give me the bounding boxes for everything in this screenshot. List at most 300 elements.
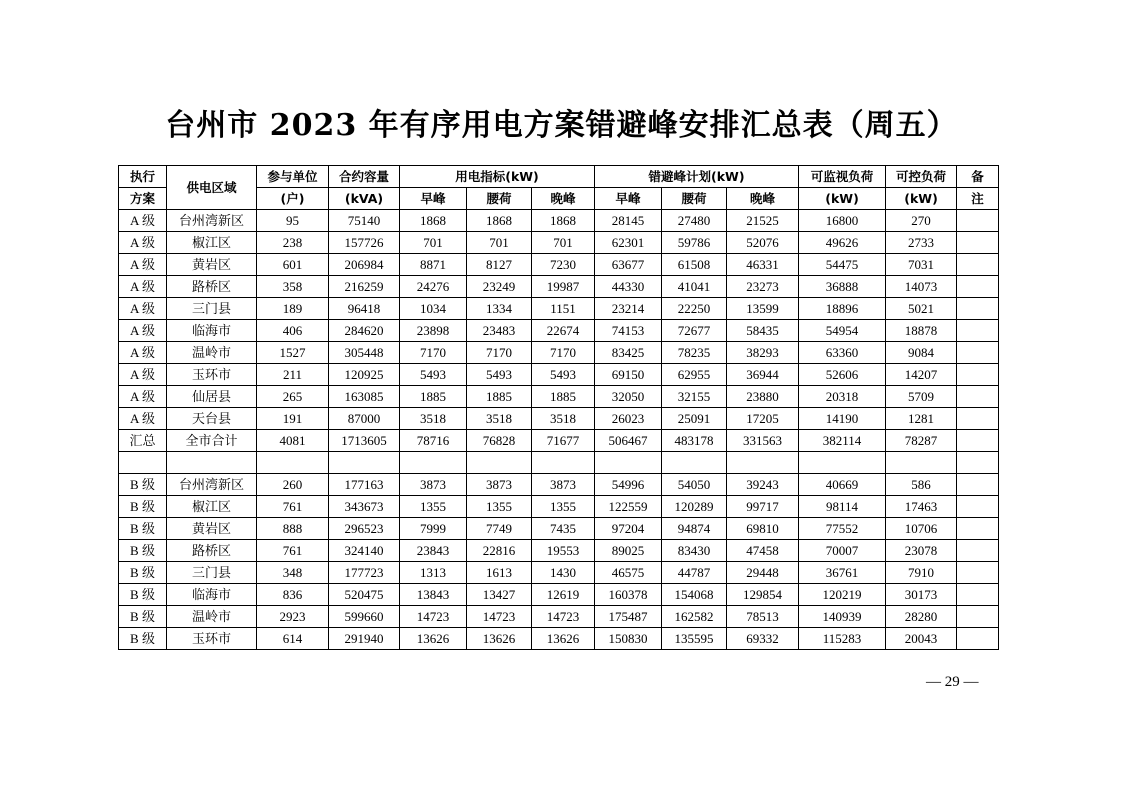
cell-shift-evening — [727, 452, 799, 474]
cell-usage-morning: 78716 — [400, 430, 467, 452]
cell-usage-waist: 22816 — [467, 540, 532, 562]
cell-capacity: 284620 — [329, 320, 400, 342]
cell-units: 406 — [257, 320, 329, 342]
cell-shift-evening: 58435 — [727, 320, 799, 342]
cell-usage-evening — [532, 452, 595, 474]
cell-note — [957, 298, 999, 320]
cell-monitor: 14190 — [799, 408, 886, 430]
cell-note — [957, 628, 999, 650]
cell-units — [257, 452, 329, 474]
cell-level: A 级 — [119, 320, 167, 342]
cell-monitor: 70007 — [799, 540, 886, 562]
cell-units: 265 — [257, 386, 329, 408]
table-row — [119, 320, 999, 342]
cell-usage-waist: 7170 — [467, 342, 532, 364]
cell-usage-waist: 14723 — [467, 606, 532, 628]
cell-usage-morning: 1355 — [400, 496, 467, 518]
cell-region: 全市合计 — [167, 430, 257, 452]
cell-usage-waist: 1613 — [467, 562, 532, 584]
cell-usage-waist — [467, 452, 532, 474]
cell-level: A 级 — [119, 342, 167, 364]
cell-note — [957, 276, 999, 298]
cell-control: 7031 — [886, 254, 957, 276]
cell-monitor: 77552 — [799, 518, 886, 540]
cell-region: 黄岩区 — [167, 518, 257, 540]
cell-level: B 级 — [119, 562, 167, 584]
cell-units: 191 — [257, 408, 329, 430]
cell-capacity: 291940 — [329, 628, 400, 650]
cell-level: B 级 — [119, 474, 167, 496]
cell-units: 260 — [257, 474, 329, 496]
cell-shift-waist — [662, 452, 727, 474]
cell-region: 临海市 — [167, 320, 257, 342]
cell-usage-evening: 1355 — [532, 496, 595, 518]
cell-control: 586 — [886, 474, 957, 496]
header-region: 供电区域 — [167, 166, 257, 210]
cell-usage-waist: 8127 — [467, 254, 532, 276]
cell-usage-evening: 3873 — [532, 474, 595, 496]
header-units-b: (户) — [257, 188, 329, 210]
cell-shift-morning: 175487 — [595, 606, 662, 628]
cell-usage-morning: 1034 — [400, 298, 467, 320]
header-capacity-b: (kVA) — [329, 188, 400, 210]
cell-level: B 级 — [119, 540, 167, 562]
cell-capacity: 343673 — [329, 496, 400, 518]
cell-monitor: 54475 — [799, 254, 886, 276]
header-control-b: (kW) — [886, 188, 957, 210]
cell-shift-morning: 160378 — [595, 584, 662, 606]
cell-usage-morning: 23898 — [400, 320, 467, 342]
cell-shift-waist: 32155 — [662, 386, 727, 408]
cell-shift-waist: 162582 — [662, 606, 727, 628]
cell-note — [957, 232, 999, 254]
cell-note — [957, 606, 999, 628]
cell-shift-morning: 89025 — [595, 540, 662, 562]
cell-usage-evening: 7435 — [532, 518, 595, 540]
cell-monitor: 49626 — [799, 232, 886, 254]
cell-shift-waist: 44787 — [662, 562, 727, 584]
header-exec-a: 执行 — [119, 166, 167, 188]
cell-level: A 级 — [119, 232, 167, 254]
table-row — [119, 584, 999, 606]
header-note-a: 备 — [957, 166, 999, 188]
cell-region: 温岭市 — [167, 342, 257, 364]
cell-units: 211 — [257, 364, 329, 386]
cell-monitor: 382114 — [799, 430, 886, 452]
cell-shift-morning: 62301 — [595, 232, 662, 254]
cell-shift-evening: 69810 — [727, 518, 799, 540]
table-header — [119, 166, 999, 210]
page-number: — 29 — — [926, 674, 979, 690]
cell-control: 270 — [886, 210, 957, 232]
table-row — [119, 496, 999, 518]
table-row — [119, 452, 999, 474]
cell-note — [957, 540, 999, 562]
table-row — [119, 210, 999, 232]
cell-units: 95 — [257, 210, 329, 232]
cell-usage-evening: 1151 — [532, 298, 595, 320]
cell-usage-evening: 1885 — [532, 386, 595, 408]
cell-usage-morning: 24276 — [400, 276, 467, 298]
cell-note — [957, 584, 999, 606]
cell-level: A 级 — [119, 254, 167, 276]
cell-level: A 级 — [119, 210, 167, 232]
cell-shift-morning — [595, 452, 662, 474]
cell-usage-waist: 1868 — [467, 210, 532, 232]
header-units-a: 参与单位 — [257, 166, 329, 188]
header-shift-evening: 晚峰 — [727, 188, 799, 210]
cell-capacity: 177163 — [329, 474, 400, 496]
cell-shift-waist: 72677 — [662, 320, 727, 342]
cell-usage-evening: 3518 — [532, 408, 595, 430]
cell-monitor: 40669 — [799, 474, 886, 496]
cell-note — [957, 386, 999, 408]
cell-region: 三门县 — [167, 562, 257, 584]
cell-usage-morning: 3873 — [400, 474, 467, 496]
cell-note — [957, 518, 999, 540]
cell-region: 台州湾新区 — [167, 474, 257, 496]
cell-shift-morning: 26023 — [595, 408, 662, 430]
cell-usage-evening: 1868 — [532, 210, 595, 232]
cell-usage-morning: 13843 — [400, 584, 467, 606]
cell-control: 7910 — [886, 562, 957, 584]
header-shift-morning: 早峰 — [595, 188, 662, 210]
cell-note — [957, 320, 999, 342]
cell-shift-evening: 69332 — [727, 628, 799, 650]
cell-note — [957, 474, 999, 496]
cell-capacity: 96418 — [329, 298, 400, 320]
cell-usage-waist: 13427 — [467, 584, 532, 606]
cell-shift-morning: 63677 — [595, 254, 662, 276]
cell-level: B 级 — [119, 584, 167, 606]
cell-shift-evening: 78513 — [727, 606, 799, 628]
cell-shift-evening: 21525 — [727, 210, 799, 232]
cell-region: 仙居县 — [167, 386, 257, 408]
cell-usage-morning: 23843 — [400, 540, 467, 562]
cell-level: B 级 — [119, 628, 167, 650]
cell-usage-evening: 22674 — [532, 320, 595, 342]
cell-capacity: 206984 — [329, 254, 400, 276]
cell-shift-evening: 47458 — [727, 540, 799, 562]
cell-control: 23078 — [886, 540, 957, 562]
cell-monitor: 115283 — [799, 628, 886, 650]
cell-monitor: 63360 — [799, 342, 886, 364]
header-exec-b: 方案 — [119, 188, 167, 210]
cell-usage-evening: 19987 — [532, 276, 595, 298]
cell-control: 14207 — [886, 364, 957, 386]
cell-shift-waist: 25091 — [662, 408, 727, 430]
table-body — [119, 210, 999, 650]
cell-control: 5709 — [886, 386, 957, 408]
cell-units: 836 — [257, 584, 329, 606]
cell-capacity: 216259 — [329, 276, 400, 298]
cell-shift-evening: 99717 — [727, 496, 799, 518]
header-usage-group: 用电指标(kW) — [400, 166, 595, 188]
table-row — [119, 628, 999, 650]
cell-control: 9084 — [886, 342, 957, 364]
cell-shift-waist: 83430 — [662, 540, 727, 562]
cell-shift-waist: 94874 — [662, 518, 727, 540]
cell-level: A 级 — [119, 408, 167, 430]
cell-shift-evening: 46331 — [727, 254, 799, 276]
cell-shift-evening: 23273 — [727, 276, 799, 298]
cell-note — [957, 210, 999, 232]
cell-region: 椒江区 — [167, 496, 257, 518]
cell-level: A 级 — [119, 364, 167, 386]
cell-usage-evening: 12619 — [532, 584, 595, 606]
table-row — [119, 232, 999, 254]
cell-monitor: 140939 — [799, 606, 886, 628]
table-row — [119, 408, 999, 430]
cell-shift-waist: 59786 — [662, 232, 727, 254]
cell-usage-evening: 5493 — [532, 364, 595, 386]
table-row — [119, 518, 999, 540]
cell-capacity: 163085 — [329, 386, 400, 408]
cell-units: 189 — [257, 298, 329, 320]
cell-usage-waist: 23249 — [467, 276, 532, 298]
cell-usage-morning: 8871 — [400, 254, 467, 276]
cell-usage-morning: 1885 — [400, 386, 467, 408]
cell-shift-morning: 97204 — [595, 518, 662, 540]
cell-region — [167, 452, 257, 474]
cell-usage-morning: 7170 — [400, 342, 467, 364]
cell-shift-morning: 122559 — [595, 496, 662, 518]
cell-control: 28280 — [886, 606, 957, 628]
cell-usage-morning: 13626 — [400, 628, 467, 650]
cell-monitor — [799, 452, 886, 474]
cell-usage-evening: 701 — [532, 232, 595, 254]
cell-capacity: 75140 — [329, 210, 400, 232]
cell-region: 三门县 — [167, 298, 257, 320]
cell-region: 黄岩区 — [167, 254, 257, 276]
header-monitor-a: 可监视负荷 — [799, 166, 886, 188]
cell-capacity: 120925 — [329, 364, 400, 386]
cell-shift-waist: 120289 — [662, 496, 727, 518]
cell-capacity: 1713605 — [329, 430, 400, 452]
cell-control: 30173 — [886, 584, 957, 606]
cell-shift-evening: 38293 — [727, 342, 799, 364]
cell-units: 601 — [257, 254, 329, 276]
cell-monitor: 98114 — [799, 496, 886, 518]
table-row — [119, 606, 999, 628]
cell-monitor: 54954 — [799, 320, 886, 342]
cell-usage-morning: 5493 — [400, 364, 467, 386]
cell-shift-evening: 13599 — [727, 298, 799, 320]
cell-usage-evening: 7230 — [532, 254, 595, 276]
cell-usage-waist: 3518 — [467, 408, 532, 430]
cell-shift-morning: 46575 — [595, 562, 662, 584]
cell-shift-waist: 41041 — [662, 276, 727, 298]
cell-shift-evening: 39243 — [727, 474, 799, 496]
cell-monitor: 16800 — [799, 210, 886, 232]
cell-monitor: 36761 — [799, 562, 886, 584]
cell-shift-morning: 32050 — [595, 386, 662, 408]
cell-usage-waist: 701 — [467, 232, 532, 254]
table-row — [119, 540, 999, 562]
cell-shift-morning: 506467 — [595, 430, 662, 452]
cell-note — [957, 430, 999, 452]
cell-usage-morning: 1313 — [400, 562, 467, 584]
header-control-a: 可控负荷 — [886, 166, 957, 188]
cell-monitor: 36888 — [799, 276, 886, 298]
cell-control: 18878 — [886, 320, 957, 342]
cell-shift-evening: 23880 — [727, 386, 799, 408]
cell-usage-morning: 701 — [400, 232, 467, 254]
cell-shift-waist: 61508 — [662, 254, 727, 276]
cell-usage-waist: 1334 — [467, 298, 532, 320]
table-row — [119, 474, 999, 496]
cell-usage-morning: 14723 — [400, 606, 467, 628]
cell-control: 2733 — [886, 232, 957, 254]
cell-capacity: 177723 — [329, 562, 400, 584]
cell-control: 10706 — [886, 518, 957, 540]
cell-shift-evening: 29448 — [727, 562, 799, 584]
cell-control: 17463 — [886, 496, 957, 518]
cell-capacity: 599660 — [329, 606, 400, 628]
cell-usage-waist: 1885 — [467, 386, 532, 408]
cell-shift-waist: 27480 — [662, 210, 727, 232]
cell-capacity: 324140 — [329, 540, 400, 562]
cell-control: 78287 — [886, 430, 957, 452]
cell-shift-morning: 23214 — [595, 298, 662, 320]
cell-units: 348 — [257, 562, 329, 584]
schedule-table — [118, 165, 999, 650]
cell-region: 临海市 — [167, 584, 257, 606]
cell-capacity: 157726 — [329, 232, 400, 254]
cell-monitor: 52606 — [799, 364, 886, 386]
header-usage-evening: 晚峰 — [532, 188, 595, 210]
cell-shift-waist: 135595 — [662, 628, 727, 650]
cell-note — [957, 364, 999, 386]
table-row — [119, 342, 999, 364]
cell-control: 1281 — [886, 408, 957, 430]
cell-shift-waist: 62955 — [662, 364, 727, 386]
cell-shift-evening: 331563 — [727, 430, 799, 452]
cell-level: B 级 — [119, 496, 167, 518]
cell-note — [957, 342, 999, 364]
cell-shift-waist: 22250 — [662, 298, 727, 320]
cell-region: 玉环市 — [167, 364, 257, 386]
cell-level: A 级 — [119, 298, 167, 320]
cell-capacity: 296523 — [329, 518, 400, 540]
cell-level: A 级 — [119, 386, 167, 408]
cell-usage-waist: 5493 — [467, 364, 532, 386]
cell-units: 238 — [257, 232, 329, 254]
table-row — [119, 364, 999, 386]
cell-control: 14073 — [886, 276, 957, 298]
cell-note — [957, 408, 999, 430]
page-title: 台州市 2023 年有序用电方案错避峰安排汇总表（周五） — [165, 108, 958, 143]
cell-shift-morning: 74153 — [595, 320, 662, 342]
cell-note — [957, 562, 999, 584]
cell-level — [119, 452, 167, 474]
cell-usage-evening: 13626 — [532, 628, 595, 650]
cell-usage-waist: 76828 — [467, 430, 532, 452]
cell-units: 761 — [257, 540, 329, 562]
cell-level: B 级 — [119, 606, 167, 628]
header-note-b: 注 — [957, 188, 999, 210]
cell-note — [957, 254, 999, 276]
cell-control: 5021 — [886, 298, 957, 320]
cell-units: 358 — [257, 276, 329, 298]
table-row — [119, 254, 999, 276]
cell-usage-evening: 19553 — [532, 540, 595, 562]
cell-usage-morning: 3518 — [400, 408, 467, 430]
cell-usage-morning: 1868 — [400, 210, 467, 232]
cell-shift-evening: 36944 — [727, 364, 799, 386]
cell-units: 1527 — [257, 342, 329, 364]
cell-region: 路桥区 — [167, 276, 257, 298]
table-row — [119, 298, 999, 320]
cell-shift-evening: 129854 — [727, 584, 799, 606]
cell-shift-evening: 52076 — [727, 232, 799, 254]
cell-capacity: 520475 — [329, 584, 400, 606]
cell-units: 888 — [257, 518, 329, 540]
table-row — [119, 562, 999, 584]
cell-control: 20043 — [886, 628, 957, 650]
cell-control — [886, 452, 957, 474]
cell-capacity — [329, 452, 400, 474]
cell-usage-evening: 7170 — [532, 342, 595, 364]
cell-region: 路桥区 — [167, 540, 257, 562]
cell-level: A 级 — [119, 276, 167, 298]
cell-region: 台州湾新区 — [167, 210, 257, 232]
cell-shift-waist: 78235 — [662, 342, 727, 364]
cell-shift-waist: 483178 — [662, 430, 727, 452]
table-row — [119, 386, 999, 408]
header-usage-waist: 腰荷 — [467, 188, 532, 210]
cell-region: 天台县 — [167, 408, 257, 430]
cell-usage-waist: 23483 — [467, 320, 532, 342]
cell-usage-morning: 7999 — [400, 518, 467, 540]
cell-usage-waist: 3873 — [467, 474, 532, 496]
cell-usage-waist: 7749 — [467, 518, 532, 540]
cell-note — [957, 452, 999, 474]
cell-units: 2923 — [257, 606, 329, 628]
cell-monitor: 20318 — [799, 386, 886, 408]
cell-usage-evening: 14723 — [532, 606, 595, 628]
header-usage-morning: 早峰 — [400, 188, 467, 210]
header-shift-waist: 腰荷 — [662, 188, 727, 210]
cell-shift-morning: 69150 — [595, 364, 662, 386]
cell-region: 椒江区 — [167, 232, 257, 254]
cell-note — [957, 496, 999, 518]
cell-units: 4081 — [257, 430, 329, 452]
cell-usage-evening: 71677 — [532, 430, 595, 452]
header-shift-group: 错避峰计划(kW) — [595, 166, 799, 188]
cell-units: 761 — [257, 496, 329, 518]
table-row — [119, 276, 999, 298]
header-capacity-a: 合约容量 — [329, 166, 400, 188]
cell-region: 温岭市 — [167, 606, 257, 628]
cell-usage-waist: 13626 — [467, 628, 532, 650]
cell-shift-morning: 83425 — [595, 342, 662, 364]
cell-usage-evening: 1430 — [532, 562, 595, 584]
cell-shift-waist: 54050 — [662, 474, 727, 496]
cell-shift-morning: 28145 — [595, 210, 662, 232]
cell-region: 玉环市 — [167, 628, 257, 650]
cell-level: 汇总 — [119, 430, 167, 452]
cell-usage-waist: 1355 — [467, 496, 532, 518]
cell-shift-morning: 54996 — [595, 474, 662, 496]
cell-capacity: 305448 — [329, 342, 400, 364]
cell-shift-waist: 154068 — [662, 584, 727, 606]
cell-usage-morning — [400, 452, 467, 474]
cell-shift-morning: 44330 — [595, 276, 662, 298]
cell-monitor: 18896 — [799, 298, 886, 320]
cell-capacity: 87000 — [329, 408, 400, 430]
cell-shift-morning: 150830 — [595, 628, 662, 650]
